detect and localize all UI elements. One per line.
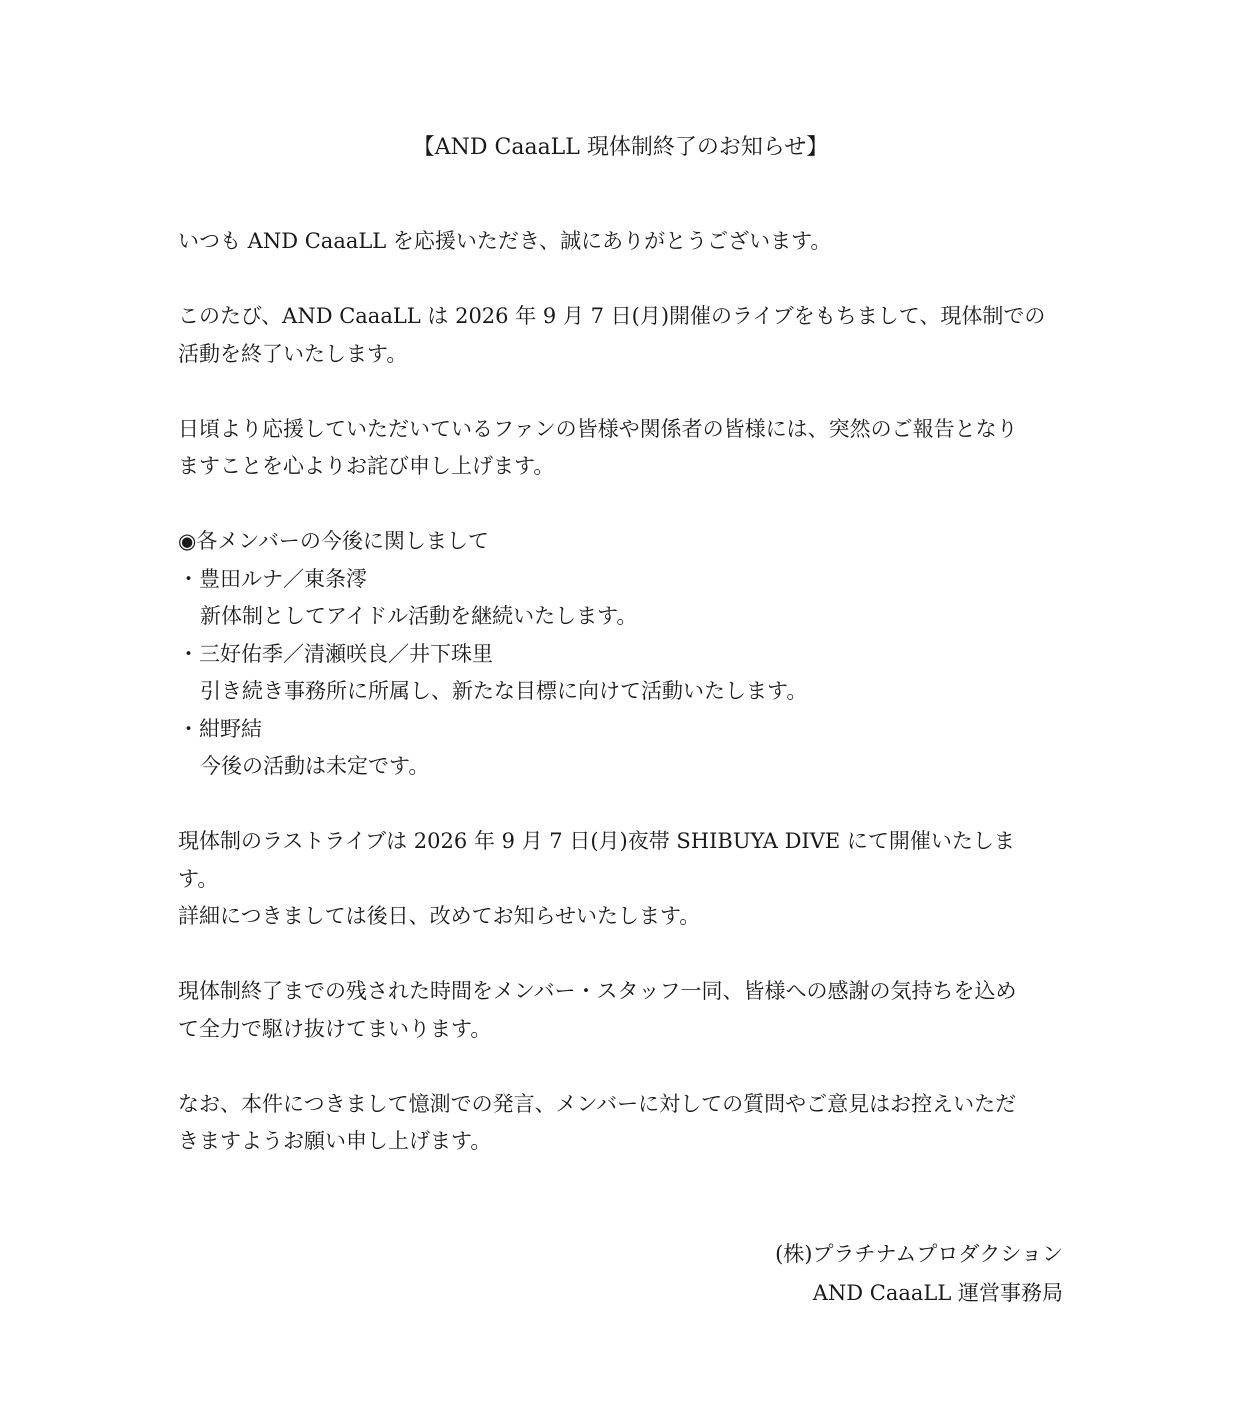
member-group-detail: 新体制としてアイドル活動を継続いたします。 <box>200 604 638 628</box>
signature-company: (株)プラチナムプロダクション <box>775 1242 1063 1266</box>
members-section-heading: ◉各メンバーの今後に関しまして <box>178 529 489 553</box>
member-group-names: ・三好佑季／清瀬咲良／井下珠里 <box>178 641 493 666</box>
paragraph-spacer <box>178 786 1068 824</box>
gratitude-line-1: 現体制終了までの残された時間をメンバー・スタッフ一同、皆様への感謝の気持ちを込め <box>178 979 1017 1003</box>
announcement-line-1: このたび、AND CaaaLL は 2026 年 9 月 7 日(月)開催のライブをもちまして、現体制での <box>178 304 1046 328</box>
members-section <box>178 523 1068 786</box>
signature-office: AND CaaaLL 運営事務局 <box>812 1281 1063 1305</box>
member-group-detail: 引き続き事務所に所属し、新たな目標に向けて活動いたします。 <box>200 679 808 703</box>
apology-line-2: ますことを心よりお詫び申し上げます。 <box>178 454 555 478</box>
paragraph-spacer <box>178 936 1068 974</box>
last-live-line-2: す。 <box>178 866 219 891</box>
paragraph-spacer <box>178 261 1068 299</box>
signature-block <box>775 1235 1063 1313</box>
member-group-names: ・豊田ルナ／東条澪 <box>178 566 367 591</box>
last-live-line-3: 詳細につきましては後日、改めてお知らせいたします。 <box>178 904 701 928</box>
apology-line-1: 日頃より応援していただいているファンの皆様や関係者の皆様には、突然のご報告となり <box>178 416 1018 441</box>
member-group-detail: 今後の活動は未定です。 <box>200 754 430 778</box>
paragraph-spacer <box>178 486 1068 524</box>
greeting-text: いつも AND CaaaLL を応援いただき、誠にありがとうございます。 <box>178 229 832 253</box>
member-group-names: ・紺野結 <box>178 716 262 741</box>
request-line-2: きますようお願い申し上げます。 <box>178 1129 492 1153</box>
document-body <box>178 223 1068 1161</box>
gratitude-line-2: て全力で駆け抜けてまいります。 <box>178 1016 492 1041</box>
paragraph-spacer <box>178 373 1068 411</box>
announcement-line-2: 活動を終了いたします。 <box>178 341 408 366</box>
request-line-1: なお、本件につきまして憶測での発言、メンバーに対しての質問やご意見はお控えいただ <box>178 1091 1017 1116</box>
last-live-line-1: 現体制のラストライブは 2026 年 9 月 7 日(月)夜帯 SHIBUYA DIVE にて開催いたしま <box>178 829 1015 853</box>
document-title: 【AND CaaaLL 現体制終了のお知らせ】 <box>412 135 829 160</box>
paragraph-spacer <box>178 1048 1068 1086</box>
